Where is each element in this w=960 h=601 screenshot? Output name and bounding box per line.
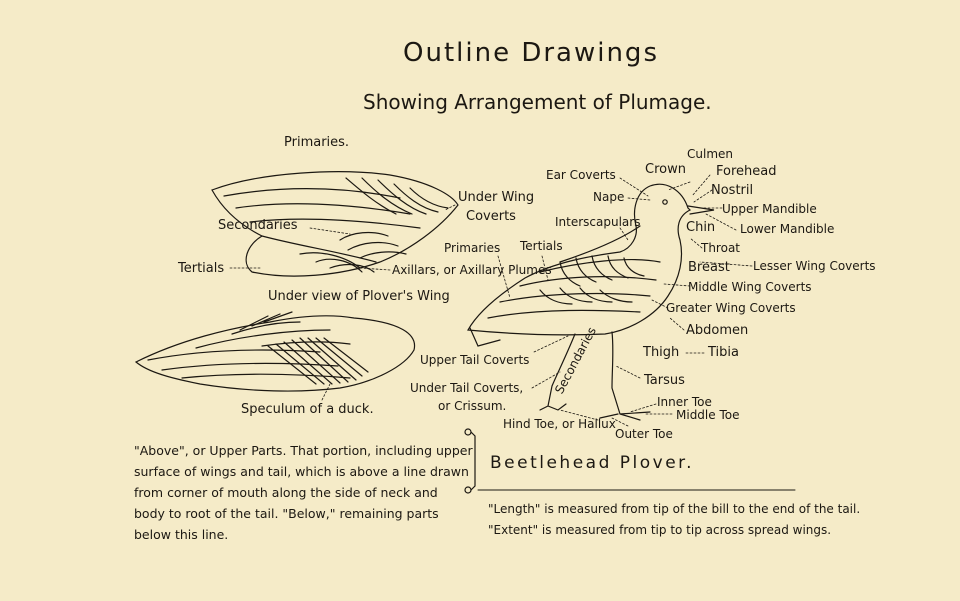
label-under-wing-coverts-2: Coverts <box>466 209 516 224</box>
label-culmen: Culmen <box>687 147 733 161</box>
label-under-tail-coverts-1: Under Tail Coverts, <box>410 381 524 395</box>
label-interscapulars: Interscapulars <box>555 215 641 229</box>
label-middle-toe: Middle Toe <box>676 408 740 422</box>
measure-line: "Length" is measured from tip of the bill to the end of the tail. <box>488 502 861 516</box>
duck-wing-drawing <box>136 312 415 391</box>
note-line: below this line. <box>134 527 229 542</box>
label-abdomen: Abdomen <box>686 323 749 338</box>
label-outer-toe: Outer Toe <box>615 427 673 441</box>
label-greater-wing-coverts: Greater Wing Coverts <box>666 301 796 315</box>
label-tibia: Tibia <box>708 345 739 360</box>
label-throat: Throat <box>701 241 741 255</box>
plate-subtitle: Showing Arrangement of Plumage. <box>363 90 712 114</box>
label-tarsus: Tarsus <box>644 373 685 388</box>
note-line: "Above", or Upper Parts. That portion, including upper <box>134 443 473 458</box>
measure-line: "Extent" is measured from tip to tip across spread wings. <box>488 523 832 537</box>
label-middle-wing-coverts: Middle Wing Coverts <box>688 280 812 294</box>
label-tertials-wing: Tertials <box>178 261 225 276</box>
species-name: Beetlehead Plover. <box>490 453 695 473</box>
label-hind-toe: Hind Toe, or Hallux <box>503 417 616 431</box>
note-line: body to root of the tail. "Below," remaining parts <box>134 506 439 521</box>
label-axillars: Axillars, or Axillary Plumes <box>392 263 552 277</box>
caption-duck-wing: Speculum of a duck. <box>241 402 374 417</box>
label-forehead: Forehead <box>716 164 777 179</box>
label-tertials-bird: Tertials <box>520 239 563 253</box>
label-ear-coverts: Ear Coverts <box>546 168 616 182</box>
label-crown: Crown <box>645 162 686 177</box>
label-secondaries-bird: Secondaries <box>552 324 599 397</box>
label-secondaries-wing: Secondaries <box>218 218 298 233</box>
label-chin: Chin <box>686 220 716 235</box>
label-inner-toe: Inner Toe <box>657 395 712 409</box>
caption-plover-wing: Under view of Plover's Wing <box>268 289 450 304</box>
label-lesser-wing-coverts: Lesser Wing Coverts <box>753 259 876 273</box>
note-measurements <box>488 499 860 541</box>
label-under-tail-coverts-2: or Crissum. <box>438 399 507 413</box>
label-primaries-bird: Primaries <box>444 241 501 255</box>
label-upper-mandible: Upper Mandible <box>722 202 817 216</box>
plate-title: Outline Drawings <box>403 38 659 68</box>
note-line: surface of wings and tail, which is above a line drawn <box>134 464 469 479</box>
label-nostril: Nostril <box>711 183 754 198</box>
label-upper-tail-coverts: Upper Tail Coverts <box>420 353 530 367</box>
label-thigh: Thigh <box>643 345 680 360</box>
label-under-wing-coverts-1: Under Wing <box>458 190 535 205</box>
label-nape: Nape <box>593 190 625 204</box>
note-line: from corner of mouth along the side of neck and <box>134 485 438 500</box>
label-primaries-wing: Primaries. <box>284 135 350 150</box>
note-above-below <box>134 440 473 545</box>
label-lower-mandible: Lower Mandible <box>740 222 835 236</box>
label-breast: Breast <box>688 260 730 275</box>
